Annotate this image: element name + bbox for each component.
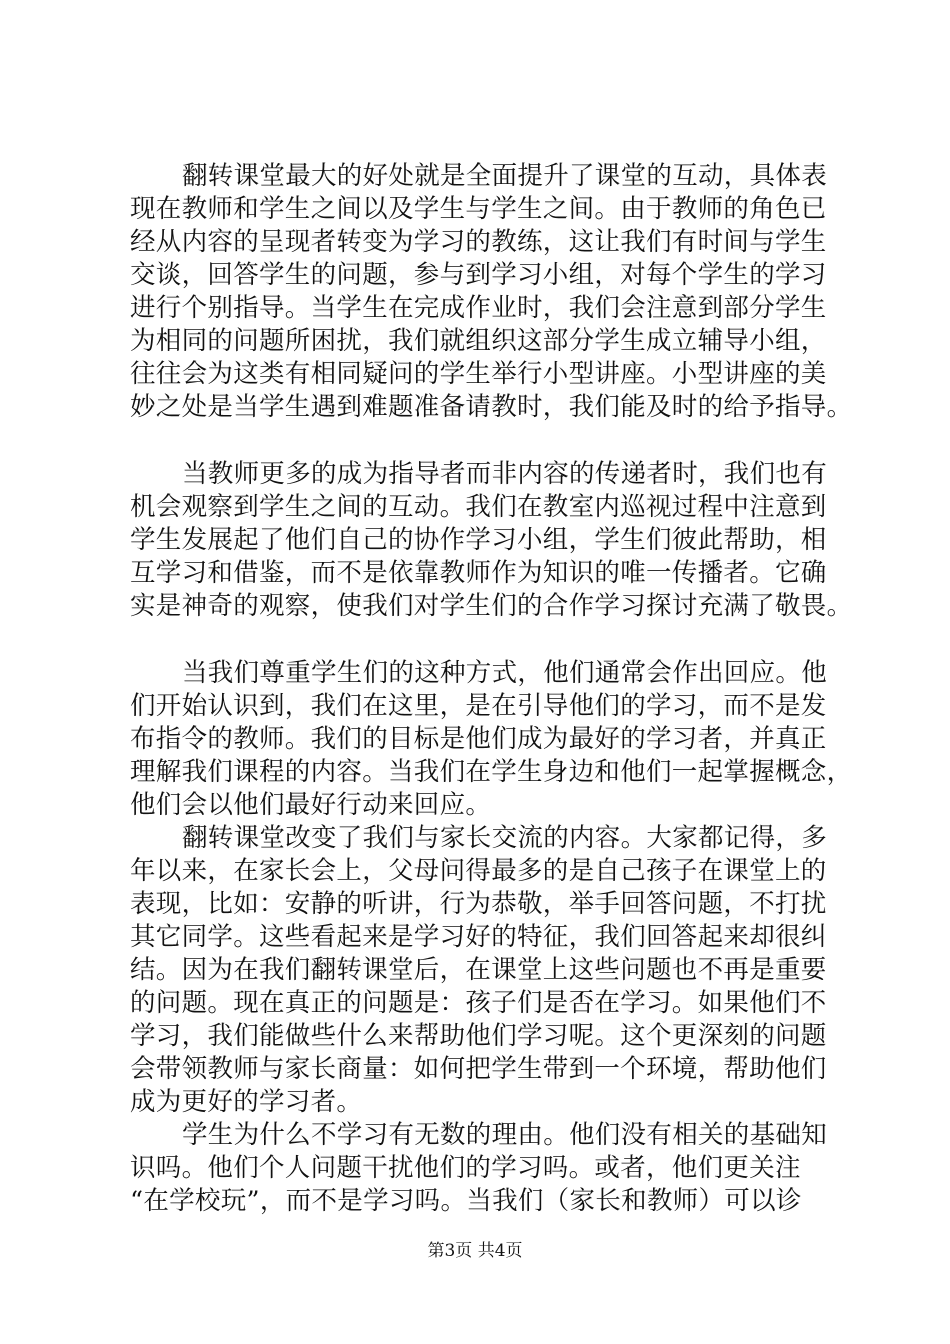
text-line: 学习，我们能做些什么来帮助他们学习呢。这个更深刻的问题 [130,1021,827,1051]
text-line: 成为更好的学习者。 [130,1087,363,1117]
paragraph-1 [130,160,853,424]
text-line: 结。因为在我们翻转课堂后，在课堂上这些问题也不再是重要 [130,955,827,985]
text-line: “在学校玩”，而不是学习吗。当我们（家长和教师）可以诊 [130,1186,802,1216]
text-line: 现在教师和学生之间以及学生与学生之间。由于教师的角色已 [130,194,827,224]
text-line: 妙之处是当学生遇到难题准备请教时，我们能及时的给予指导。 [130,392,853,422]
text-line: 识吗。他们个人问题干扰他们的学习吗。或者，他们更关注 [130,1153,801,1183]
text-line: 为相同的问题所困扰，我们就组织这部分学生成立辅导小组， [130,326,827,356]
text-line: 他们会以他们最好行动来回应。 [130,790,492,820]
text-line: 互学习和借鉴，而不是依靠教师作为知识的唯一传播者。它确 [130,558,827,588]
text-line: 学生为什么不学习有无数的理由。他们没有相关的基础知 [182,1120,828,1150]
text-line: 翻转课堂最大的好处就是全面提升了课堂的互动，具体表 [182,161,828,191]
paragraph-3 [130,657,853,822]
text-line: 其它同学。这些看起来是学习好的特征，我们回答起来却很纠 [130,922,827,952]
text-line: 往往会为这类有相同疑问的学生举行小型讲座。小型讲座的美 [130,359,827,389]
text-line: 翻转课堂改变了我们与家长交流的内容。大家都记得，多 [182,823,828,853]
body-text [130,160,853,1218]
text-line: 当教师更多的成为指导者而非内容的传递者时，我们也有 [182,459,828,489]
text-line: 年以来，在家长会上，父母问得最多的是自己孩子在课堂上的 [130,856,827,886]
text-line: 理解我们课程的内容。当我们在学生身边和他们一起掌握概念， [130,757,853,787]
text-line: 当我们尊重学生们的这种方式，他们通常会作出回应。他 [182,658,828,688]
page-number-label: 第3页 共4页 [427,1241,523,1261]
paragraph-5 [130,1119,834,1218]
paragraph-spacer [130,424,834,458]
text-line: 们开始认识到，我们在这里，是在引导他们的学习，而不是发 [130,691,827,721]
paragraph-spacer [130,623,834,657]
text-line: 交谈，回答学生的问题，参与到学习小组，对每个学生的学习 [130,260,827,290]
text-line: 布指令的教师。我们的目标是他们成为最好的学习者，并真正 [130,724,827,754]
text-line: 进行个别指导。当学生在完成作业时，我们会注意到部分学生 [130,293,827,323]
text-line: 会带领教师与家长商量：如何把学生带到一个环境，帮助他们 [130,1054,827,1084]
text-line: 学生发展起了他们自己的协作学习小组，学生们彼此帮助，相 [130,525,827,555]
page-footer [0,1240,950,1262]
text-line: 表现，比如：安静的听讲，行为恭敬，举手回答问题，不打扰 [130,889,827,919]
text-line: 实是神奇的观察，使我们对学生们的合作学习探讨充满了敬畏。 [130,591,853,621]
text-line: 机会观察到学生之间的互动。我们在教室内巡视过程中注意到 [130,492,827,522]
text-line: 经从内容的呈现者转变为学习的教练，这让我们有时间与学生 [130,227,827,257]
paragraph-4 [130,822,834,1119]
text-line: 的问题。现在真正的问题是：孩子们是否在学习。如果他们不 [130,988,827,1018]
paragraph-2 [130,458,853,623]
